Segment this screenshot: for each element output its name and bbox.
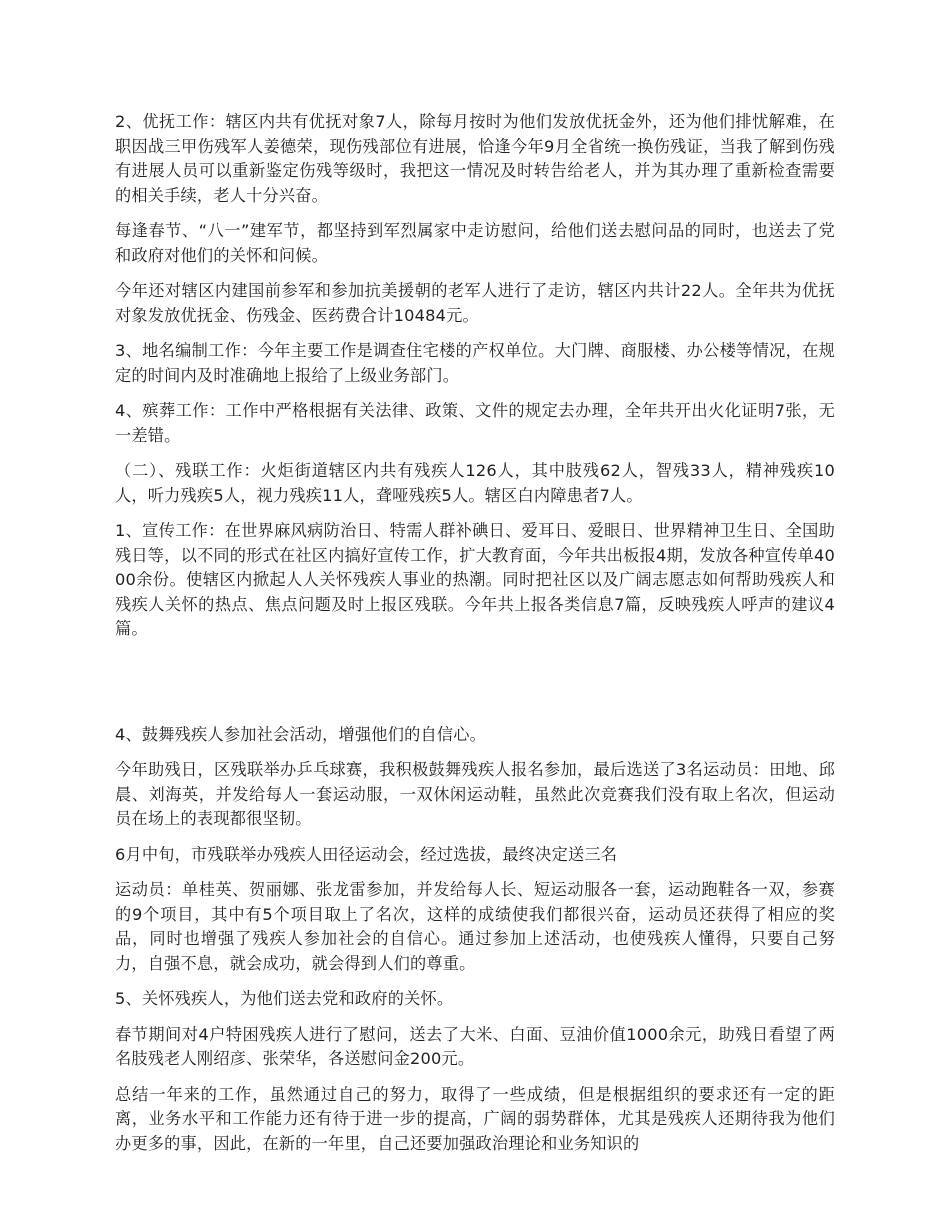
paragraph-veteran-visits: 今年还对辖区内建国前参军和参加抗美援朝的老军人进行了走访，辖区内共计22人。全年共为优抚对象发放优抚金、伤残金、医药费合计10484元。 <box>115 281 835 325</box>
paragraph-encourage-activities: 4、鼓舞残疾人参加社会活动，增强他们的自信心。 <box>115 724 487 744</box>
section-gap <box>115 653 835 723</box>
paragraph-holiday-visits: 每逢春节、“八一”建军节，都坚持到军烈属家中走访慰问，给他们送去慰问品的同时，也送去了党和政府对他们的关怀和问候。 <box>115 221 835 265</box>
paragraph-athletics-meet: 6月中旬，市残联举办残疾人田径运动会，经过选拔，最终决定送三名 <box>115 844 618 864</box>
paragraph-youfu-work: 2、优抚工作：辖区内共有优抚对象7人，除每月按时为他们发放优抚金外，还为他们排忧解难，在职因战三甲伤残军人姜德荣，现伤残部位有进展，恰逢今年9月全省统一换伤残证，当我了解到伤残有进展人员可以重新鉴定伤残等级时，我把这一情况及时转告给老人，并为其办理了重新检查需要的相关手续，老人十分兴奋。 <box>115 112 835 205</box>
paragraph-athletes: 运动员：单桂英、贺丽娜、张龙雷参加，并发给每人长、短运动服各一套，运动跑鞋各一双，参赛的9个项目，其中有5个项目取上了名次，这样的成绩使我们都很兴奋，运动员还获得了相应的奖品，同时也增强了残疾人参加社会的自信心。通过参加上述活动，也使残疾人懂得，只要自己努力，自强不息，就会成功，就会得到人们的尊重。 <box>115 880 835 973</box>
paragraph-summary: 总结一年来的工作，虽然通过自己的努力，取得了一些成绩，但是根据组织的要求还有一定的距离，业务水平和工作能力还有待于进一步的提高，广阔的弱势群体，尤其是残疾人还期待我为他们办更多的事，因此，在新的一年里，自己还要加强政治理论和业务知识的 <box>115 1084 835 1153</box>
paragraph-care-heading: 5、关怀残疾人，为他们送去党和政府的关怀。 <box>115 989 454 1008</box>
paragraph-place-naming: 3、地名编制工作：今年主要工作是调查住宅楼的产权单位。大门牌、商服楼、办公楼等情况，在规定的时间内及时准确地上报给了上级业务部门。 <box>115 341 835 385</box>
paragraph-funeral-work: 4、殡葬工作：工作中严格根据有关法律、政策、文件的规定去办理，全年共开出火化证明7张，无一差错。 <box>115 401 835 445</box>
paragraph-table-tennis: 今年助残日，区残联举办乒乓球赛，我积极鼓舞残疾人报名参加，最后选送了3名运动员：田地、邱晨、刘海英，并发给每人一套运动服，一双休闲运动鞋，虽然此次竞赛我们没有取上名次，但运动员在场上的表现都很坚韧。 <box>115 760 835 828</box>
paragraph-disability-federation: （二）、残联工作：火炬街道辖区内共有残疾人126人，其中肢残62人，智残33人，精神残疾10人，听力残疾5人，视力残疾11人，聋哑残疾5人。辖区白内障患者7人。 <box>115 461 835 505</box>
paragraph-publicity-work: 1、宣传工作：在世界麻风病防治日、特需人群补碘日、爱耳日、爱眼日、世界精神卫生日、全国助残日等，以不同的形式在社区内搞好宣传工作，扩大教育面，今年共出板报4期，发放各种宣传单4000余份。使辖区内掀起人人关怀残疾人事业的热潮。同时把社区以及广阔志愿志如何帮助残疾人和残疾人关怀的热点、焦点问题及时上报区残联。今年共上报各类信息7篇，反映残疾人呼声的建议4篇。 <box>115 521 835 638</box>
paragraph-spring-festival: 春节期间对4户特困残疾人进行了慰问，送去了大米、白面、豆油价值1000余元，助残日看望了两名肢残老人刚绍彦、张荣华，各送慰问金200元。 <box>115 1024 835 1068</box>
